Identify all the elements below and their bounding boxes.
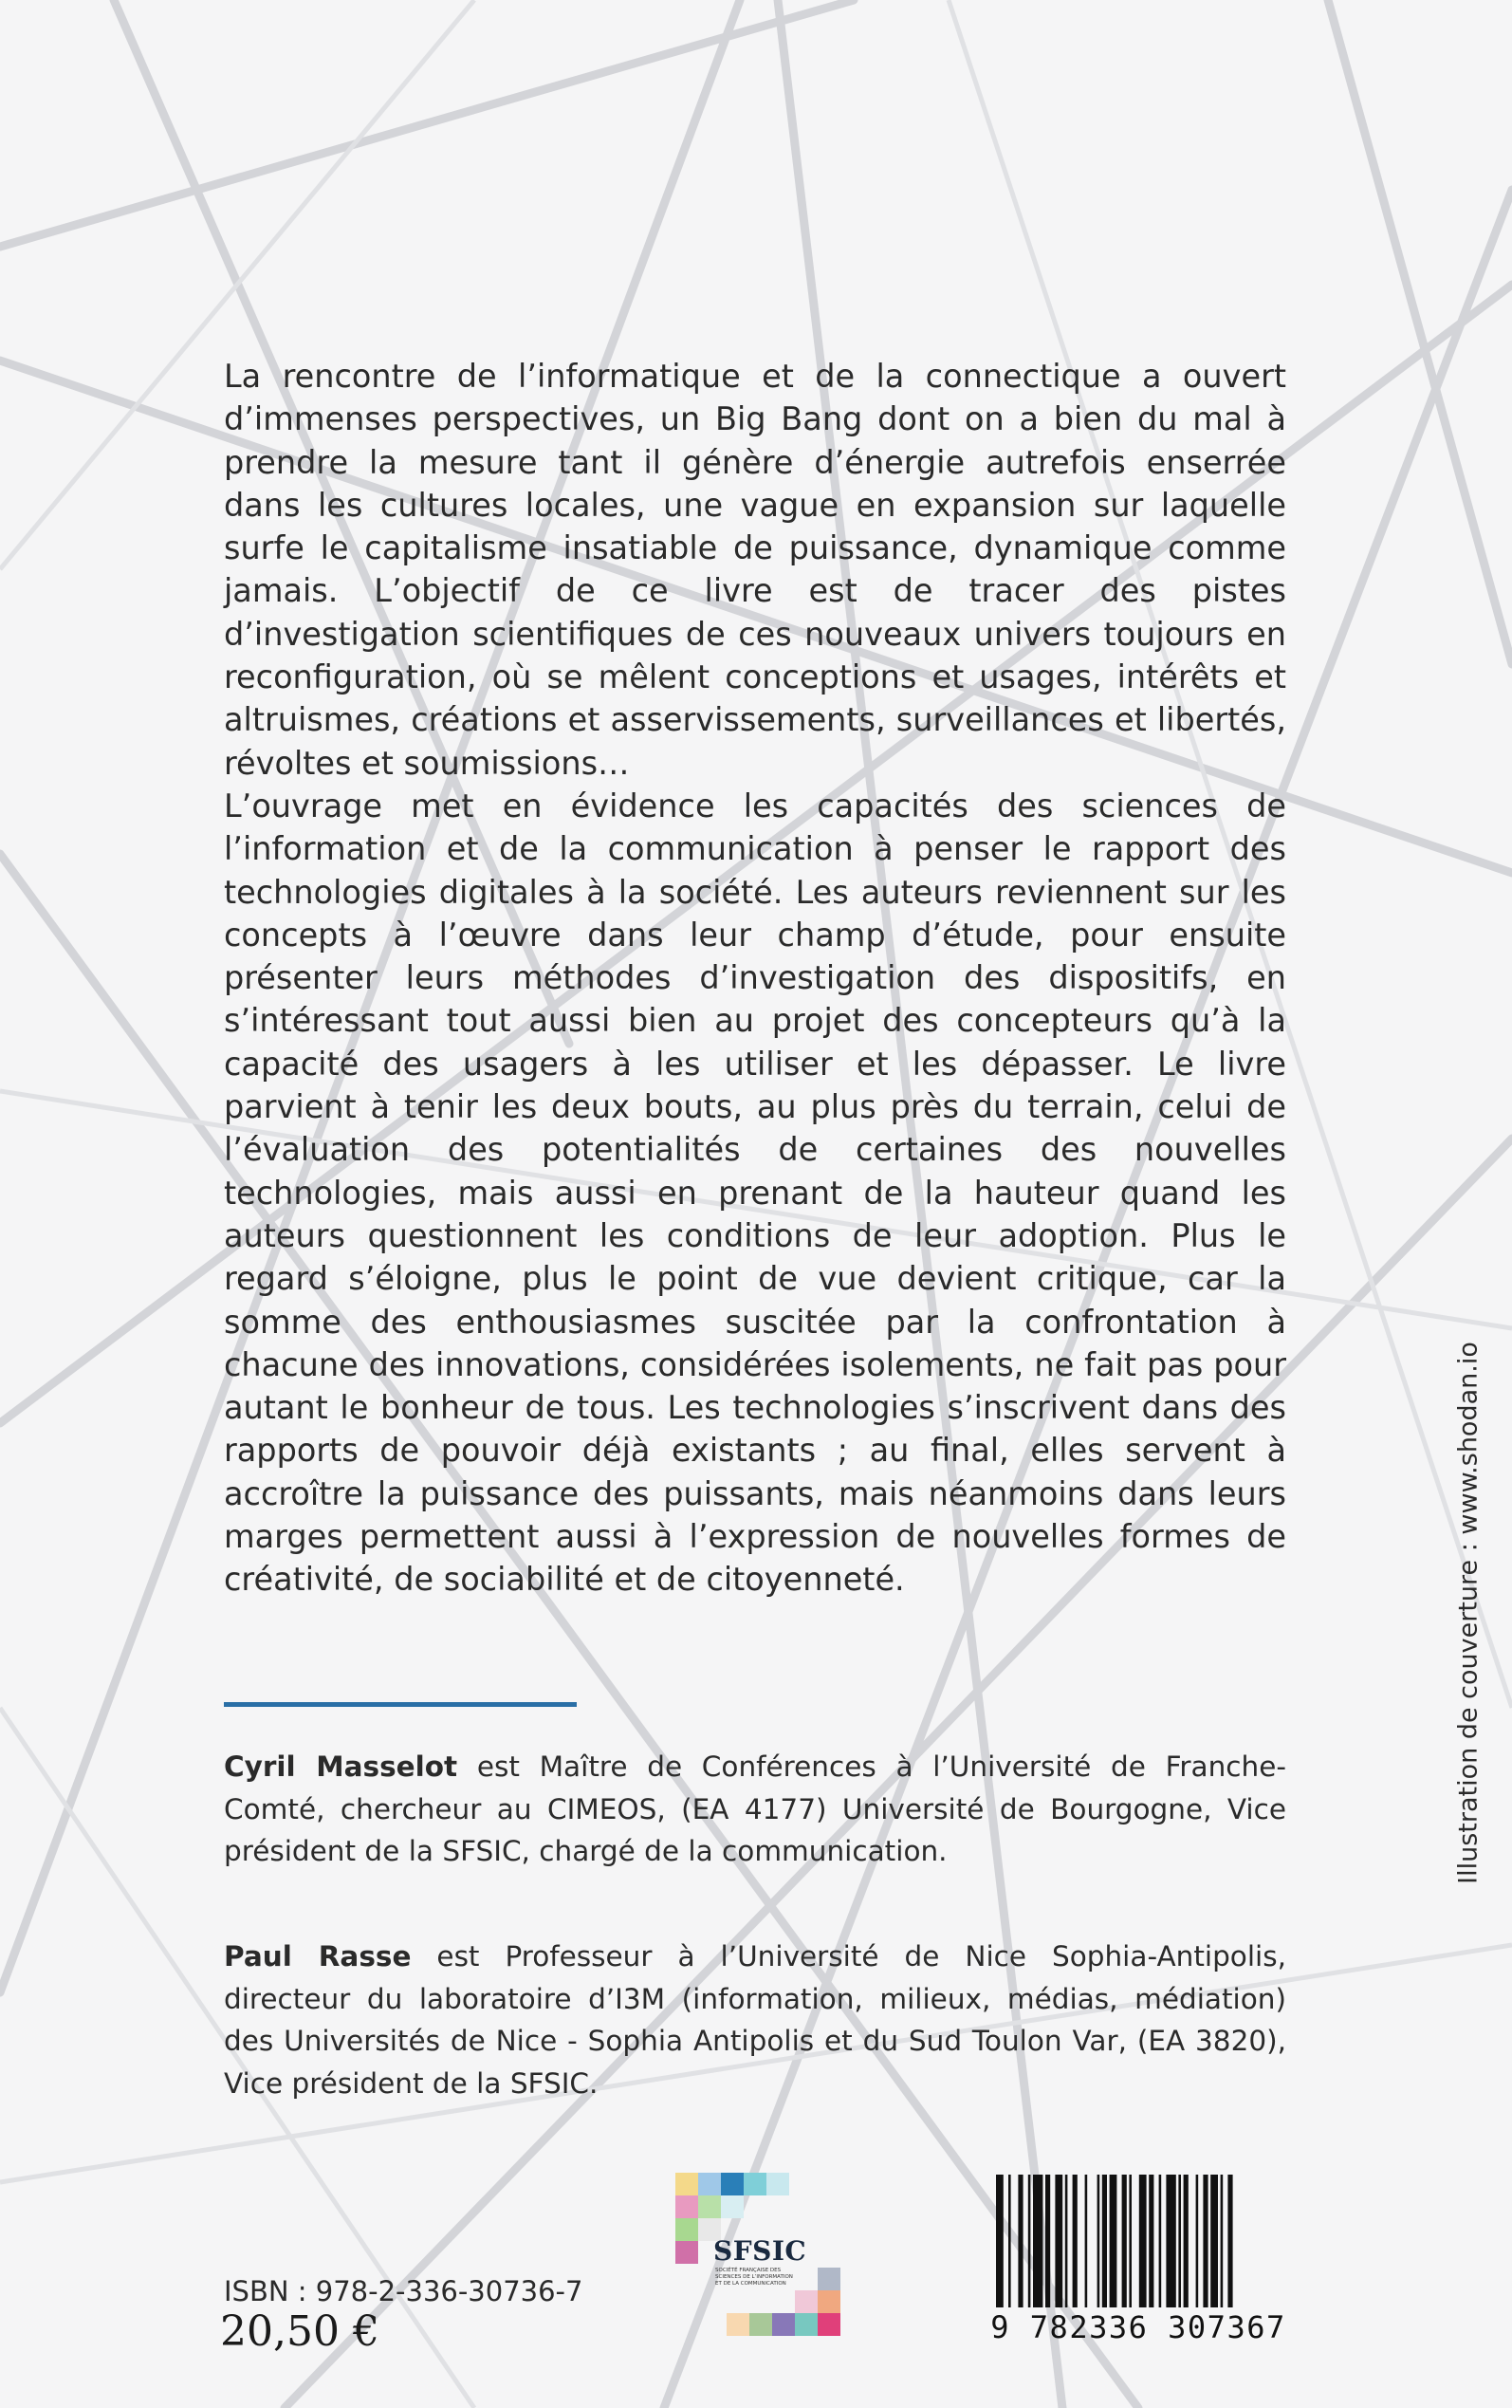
author-bio-2	[224, 1936, 1286, 2104]
barcode-bar	[1028, 2175, 1031, 2307]
isbn: ISBN : 978-2-336-30736-7	[224, 2275, 583, 2307]
barcode-bar	[1065, 2175, 1068, 2307]
author-name: Paul Rasse	[224, 1940, 412, 1973]
barcode-bar	[1097, 2175, 1100, 2307]
barcode-bar	[1129, 2175, 1132, 2307]
barcode-bar	[1122, 2175, 1127, 2307]
barcode-bar	[1085, 2175, 1088, 2307]
cover-illustration-credit: Illustration de couverture : www.shodan.io	[1453, 1342, 1484, 1884]
barcode-bar	[996, 2175, 1004, 2307]
blurb-paragraph-2: L’ouvrage met en évidence les capacités des sciences de l’information et de la communication à penser le rapport des technologies digitales à la société. Les auteurs reviennent sur les concepts à l’œuvre dans leur champ d’étude, pour ensuite présenter leurs méthodes d’investigation des dispositifs, en s’intéressant tout aussi bien au projet des concepteurs qu’à la capacité des usagers à les utiliser et les dépasser. Le livre parvient à tenir les deux bouts, au plus près du terrain, celui de l’évaluation des potentialités de certaines des nouvelles technologies, mais aussi en prenant de la hauteur quand les auteurs questionnent les conditions de leur adoption. Plus le regard s’éloigne, plus le point de vue devient critique, car la somme des enthousiasmes suscitée par la confrontation à chacune des innovations, considérées isolements, ne fait pas pour autant le bonheur de tous. Les technologies s’inscrivent dans des rapports de pouvoir déjà existants ; au final, elles servent à accroître la puissance des puissants, mais néanmoins dans leurs marges permettent aussi à l’expression de nouvelles formes de créativité, de sociabilité et de citoyenneté.	[224, 787, 1286, 1599]
logo-subtitle: SOCIÉTÉ FRANÇAISE DES SCIENCES DE L’INFORMATION ET DE LA COMMUNICATION	[715, 2268, 793, 2287]
author-bio-1	[224, 1746, 1286, 1873]
back-cover-blurb	[224, 355, 1286, 1602]
author-bio-text: est Professeur à l’Université de Nice Sophia-Antipolis, directeur du laboratoire d’I3M (information, milieux, médias, médiation) des Universités de Nice - Sophia Antipolis et du Sud Toulon Var, (EA 3820), Vice président de la SFSIC.	[224, 1940, 1286, 2100]
barcode-bar	[1055, 2175, 1062, 2307]
barcode-bar	[1149, 2175, 1153, 2307]
sfsic-logo	[675, 2173, 842, 2342]
barcode-bar	[1196, 2175, 1199, 2307]
barcode-bar	[1110, 2175, 1117, 2307]
barcode-bar	[1102, 2175, 1107, 2307]
logo-wordmark: SFSIC	[713, 2235, 807, 2267]
barcode-bar	[1033, 2175, 1042, 2307]
barcode-bar	[1018, 2175, 1023, 2307]
barcode-bar	[1210, 2175, 1218, 2307]
author-bio-text: est Maître de Conférences à l’Université de Franche-Comté, chercheur au CIMEOS, (EA 4177) Université de Bourgogne, Vice président de la SFSIC, chargé de la communication.	[224, 1750, 1287, 1867]
blurb-paragraph-1: La rencontre de l’informatique et de la connectique a ouvert d’immenses perspectives, un Big Bang dont on a bien du mal à prendre la mesure tant il génère d’énergie autrefois enserrée dans les cultures locales, une vague en expansion sur laquelle surfe le capitalisme insatiable de puissance, dynamique comme jamais. L’objectif de ce livre est de tracer des pistes d’investigation scientifiques de ces nouveaux univers toujours en reconfiguration, où se mêlent conceptions et usages, intérêts et altruismes, créations et asservissements, surveillances et libertés, révoltes et soumissions…	[224, 358, 1286, 782]
barcode-bar	[1166, 2175, 1175, 2307]
barcode-bar	[1221, 2175, 1224, 2307]
author-name: Cyril Masselot	[224, 1750, 458, 1783]
price: 20,50 €	[220, 2307, 379, 2356]
barcode-bar	[1178, 2175, 1181, 2307]
barcode-bar	[1159, 2175, 1162, 2307]
barcode-number: 9 782336 307367	[990, 2309, 1286, 2345]
barcode-bar	[1227, 2175, 1232, 2307]
barcode-bar	[1184, 2175, 1189, 2307]
barcode-bar	[1073, 2175, 1078, 2307]
barcode-bar	[1008, 2175, 1011, 2307]
barcode-bar	[1203, 2175, 1208, 2307]
section-divider	[224, 1702, 577, 1707]
barcode-bar	[1045, 2175, 1050, 2307]
barcode-bars	[990, 2175, 1286, 2307]
barcode-bar	[1139, 2175, 1147, 2307]
barcode	[990, 2175, 1286, 2345]
